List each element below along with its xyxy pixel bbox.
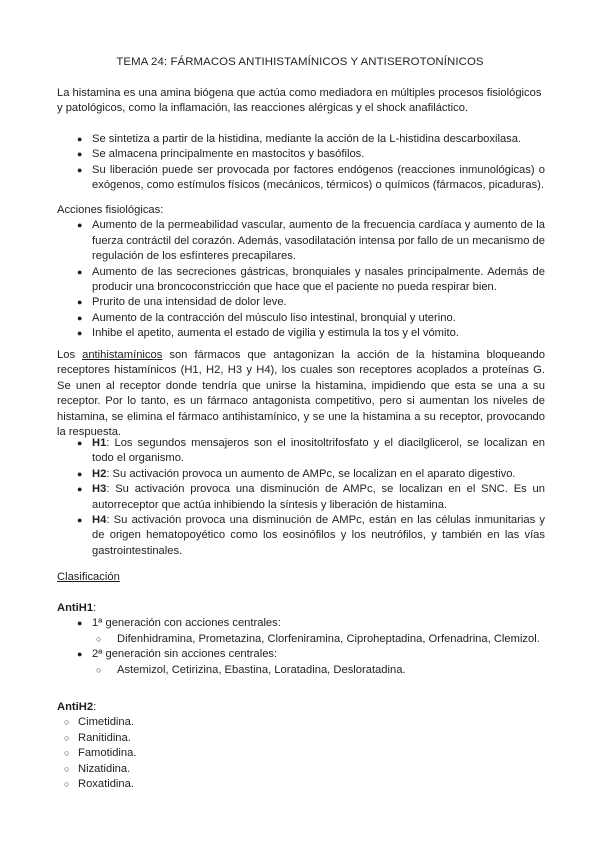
- antih2-label: AntiH2: [57, 701, 94, 713]
- list-item: ○ Famotidina.: [43, 746, 545, 761]
- receptor-item-h4: [57, 513, 545, 559]
- receptor-text: : Su activación provoca una disminución de AMPc, se localizan en el SNC. Es un autorreceptor que actúa inhibiendo la síntesis y liberación de histamina.: [92, 483, 545, 511]
- receptor-item-h3: [57, 482, 545, 513]
- antih1-colon: :: [93, 602, 97, 614]
- receptor-text: : Su activación provoca una disminución de AMPc, están en las células inmunitarias y de origen hematopoyético como los eosinófilos y los neutrófilos, y también en las vías gastrointestinales.: [92, 514, 545, 557]
- clasificacion-heading: Clasificación: [57, 571, 120, 583]
- antihist-post: son fármacos que antagonizan la acción de la histamina bloqueando receptores histamínicos (H1, H2, H3 y H4), los cuales son receptores acoplados a proteínas G. Se unen al receptor donde tendría que unirse la histamina, impidiendo que esta se una a su receptor. Por lo tanto, es un fármaco antagonista competitivo, pero si aumentan los niveles de histamina, se elimina el fármaco antihistamínico, y se une la histamina a su receptor, provocando la respuesta.: [57, 349, 545, 439]
- list-item: ● Se almacena principalmente en mastocitos y basófilos.: [57, 147, 545, 162]
- acciones-heading: Acciones fisiológicas:: [57, 204, 164, 216]
- intro-paragraph: [57, 86, 545, 117]
- list-item: ● Se sintetiza a partir de la histidina, mediante la acción de la L-histidina descarboxilasa.: [57, 132, 545, 147]
- acciones-section: [57, 203, 545, 342]
- receptor-text: : Los segundos mensajeros son el inositoltrifosfato y el diacilglicerol, se localizan en todo el organismo.: [92, 437, 545, 465]
- receptor-list: [57, 436, 545, 559]
- list-item: ● Aumento de la contracción del músculo liso intestinal, bronquial y uterino.: [57, 311, 545, 326]
- antihist-pre: Los: [57, 349, 83, 361]
- list-item: ● Aumento de las secreciones gástricas, bronquiales y nasales principalmente. Además de producir una broncoconstricción que hace que el paciente no pueda respirar bien.: [57, 265, 545, 296]
- list-item: ○ Ranitidina.: [43, 731, 545, 746]
- page-title: TEMA 24: FÁRMACOS ANTIHISTAMÍNICOS Y ANTISEROTONÍNICOS: [116, 56, 484, 68]
- antih1-gen1: [57, 616, 545, 647]
- list-item: ○ Roxatidina.: [43, 777, 545, 792]
- receptor-item-h2: [57, 467, 545, 482]
- gen2-label: 2ª generación sin acciones centrales:: [92, 648, 278, 661]
- antih1-label: AntiH1: [57, 602, 94, 614]
- receptor-label: H1: [92, 437, 107, 449]
- gen1-label: 1ª generación con acciones centrales:: [92, 617, 281, 630]
- receptor-label: H2: [92, 467, 107, 480]
- gen2-drugs: ○ Astemizol, Cetirizina, Ebastina, Loratadina, Desloratadina.: [92, 663, 545, 678]
- antih2-section: [57, 700, 545, 792]
- antih1-section: [57, 601, 545, 678]
- list-item: ○ Nizatidina.: [43, 762, 545, 777]
- gen1-drugs: ○ Difenhidramina, Prometazina, Clorfeniramina, Ciproheptadina, Orfenadrina, Clemizol.: [92, 632, 545, 647]
- list-item: ● Aumento de la permeabilidad vascular, aumento de la frecuencia cardíaca y aumento de la fuerza contráctil del corazón. Además, vasodilatación intensa por fallo de un mecanismo de regulación de los esfínteres precapilares.: [57, 218, 545, 264]
- clasificacion-heading-wrap: [57, 570, 545, 585]
- list-item: ● Inhibe el apetito, aumenta el estado de vigilia y estimula la tos y el vómito.: [57, 326, 545, 341]
- receptor-label: H4: [92, 514, 107, 527]
- intro-text: La histamina es una amina biógena que actúa como mediadora en múltiples procesos fisiológicos y patológicos, como la inflamación, las reacciones alérgicas y el shock anafiláctico.: [57, 87, 542, 115]
- list-item: ● Su liberación puede ser provocada por factores endógenos (reacciones inmunológicas) o exógenos, como estímulos físicos (mecánicos, térmicos) o químicos (fármacos, picaduras).: [57, 163, 545, 194]
- antihist-term: antihistamínicos: [82, 349, 163, 361]
- intro-bullet-list: [57, 132, 545, 194]
- antihistaminicos-paragraph: [57, 348, 545, 440]
- list-item: ○ Cimetidina.: [43, 715, 545, 730]
- receptor-label: H3: [92, 483, 107, 496]
- antih2-colon: :: [93, 701, 97, 713]
- antih1-gen2: [57, 647, 545, 678]
- list-item: ● Prurito de una intensidad de dolor leve.: [57, 295, 545, 310]
- receptor-text: : Su activación provoca un aumento de AMPc, se localizan en el aparato digestivo.: [106, 467, 516, 480]
- receptor-item-h1: [57, 436, 545, 467]
